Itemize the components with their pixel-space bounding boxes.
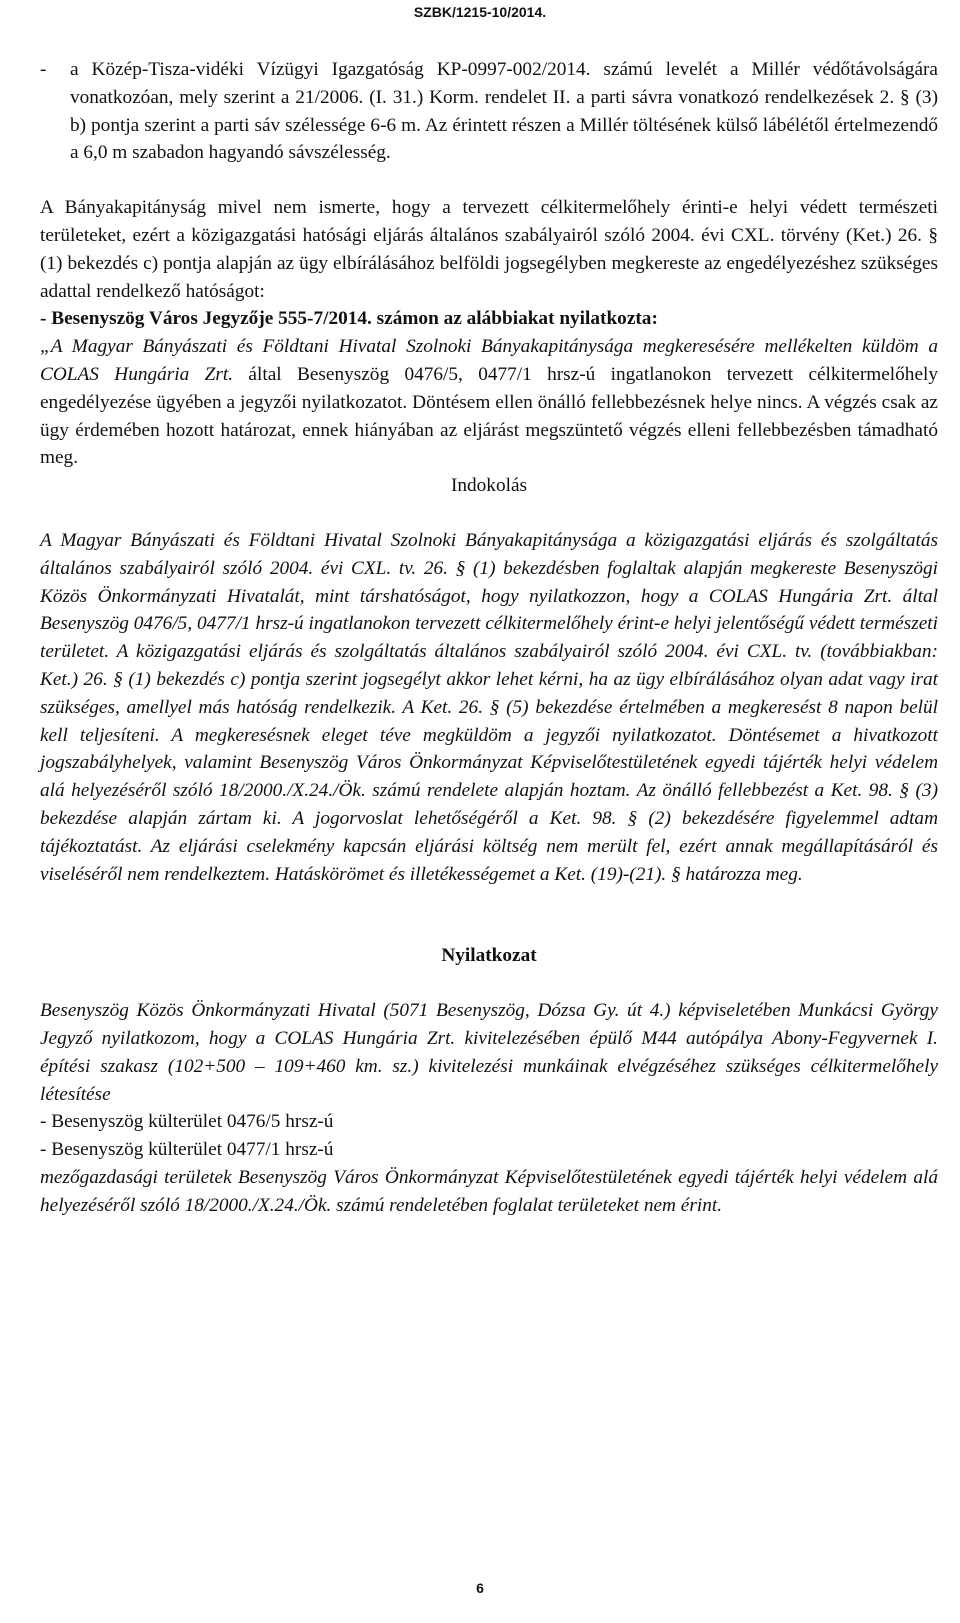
- nyilatkozat-end: mezőgazdasági területek Besenyszög Város Önkormányzat Képviselőtestületének egyedi tájérték helyi védelem alá helyezéséről szóló 18/2000./X.24./Ök. számú rendeletében foglalat területeket nem érint.: [40, 1166, 938, 1216]
- nyilatkozat-line-1: - Besenyszög külterület 0476/5 hrsz-ú: [40, 1111, 334, 1133]
- section-title-indokolas: Indokolás: [450, 475, 528, 497]
- page-number: 6: [476, 1580, 484, 1596]
- indokolas-text: által Besenyszög 0476/5, 0477/1 hrsz-ú ingatlanokon tervezett célkitermelőhely érint-e helyi jelentőségű védett természeti területet. A közigazgatási eljárás és szolgáltatás általános szabályairól szóló 2004. évi CXL. tv. (továbbiakban: Ket.) 26. § (1) bekezdés c) pontja szerint jogsegélyt akkor lehet kérni, ha az ügy elbírálásához olyan adat vagy irat szükséges, amellyel más hatóság rendelkezik. A Ket. 26. § (5) bekezdése értelmében a megkeresést 8 napon belül kell teljesíteni. A megkeresésnek eleget téve megküldöm a jegyzői nyilatkozatot. Döntésemet a hivatkozott jogszabályhelyek, valamint Besenyszög Város Önkormányzat Képviselőtestületének egyedi tájérték helyi védelem alá helyezéséről szóló 18/2000./X.24./Ök. számú rendelete alapján hoztam. Az önálló fellebbezést a Ket. 98. § (3) bekezdése alapján zártam ki. A jogorvoslat lehetőségéről a Ket. 98. § (2) bekezdésére figyelemmel adtam tájékoztatást. Az eljárási cselekmény kapcsán eljárási költség nem merült fel, ezért annak megállapításáról és viseléséről nem rendelkeztem. Hatáskörömet és illetékességemet a Ket. (19)-(21). § határozza meg.: [40, 585, 938, 885]
- jegyzo-reference: - Besenyszög Város Jegyzője 555-7/2014.: [40, 308, 372, 330]
- bullet-text: a Közép-Tisza-vidéki Vízügyi Igazgatóság KP-0997-002/2014. számú levelét a Millér védőtávolságára vonatkozóan, mely szerint a 21/2006. (I. 31.) Korm. rendelet II. a parti sávra vonatkozó rendelkezések 2. § (3) b) pontja szerint a parti sáv szélessége 6-6 m. Az érintett részen a Millér töltésének külső lábélétől értelmezendő a 6,0 m szabadon hagyandó sávszélesség.: [70, 59, 938, 164]
- section-title-nyilatkozat: Nyilatkozat: [441, 945, 537, 967]
- paragraph-text: A Bányakapitányság mivel nem ismerte, hogy a tervezett célkitermelőhely érinti-e helyi védett természeti területeket, ezért a közigazgatási hatósági eljárás általános szabályairól szóló 2004. évi CXL. törvény (Ket.) 26. § (1) bekezdés c) pontja alapján az ügy elbírálásához belföldi jogsegélyben megkereste az engedélyezéshez szükséges adattal rendelkező hatóságot:: [40, 197, 938, 302]
- statement-intro: számon az alábbiakat nyilatkozta:: [371, 308, 658, 330]
- quoted-statement-cont: által Besenyszög 0476/5, 0477/1 hrsz-ú ingatlanokon tervezett célkitermelőhely engedélyezése ügyében a jegyzői nyilatkozatot. Döntésem ellen önálló fellebbezésnek helye nincs. A végzés csak az ügy érdemében hozott határozat, ennek hiányában az eljárást megszüntető végzés elleni fellebbezésben támadható meg.: [40, 363, 938, 469]
- nyilatkozat-line-2: - Besenyszög külterület 0477/1 hrsz-ú: [40, 1139, 334, 1161]
- paragraph-indokolas: [40, 527, 938, 888]
- bullet-dash: -: [40, 59, 47, 80]
- indokolas-italic: A Magyar Bányászati és Földtani Hivatal Szolnoki Bányakapitánysága a közigazgatási eljárás és szolgáltatás általános szabályairól szóló 2004. évi CXL. tv. 26. § (1) bekezdésben foglaltak alapján megkereste Besenyszögi Közös Önkormányzati Hivatalát, mint társhatóságot, hogy nyilatkozzon, hogy a COLAS Hungária Zrt.: [40, 529, 938, 607]
- nyilatkozat-intro: Besenyszög Közös Önkormányzati Hivatal (5071 Besenyszög, Dózsa Gy. út 4.) képviseletében Munkácsi György Jegyző nyilatkozom, hogy a COLAS Hungária Zrt. kivitelezésében épülő M44 autópálya Abony-Fegyvernek I. építési szakasz (102+500 – 109+460 km. sz.) kivitelezési munkáinak elvégzéséhez szükséges célkitermelőhely létesítése: [40, 1000, 938, 1105]
- bullet-item: [40, 56, 938, 167]
- quoted-statement: „A Magyar Bányászati és Földtani Hivatal Szolnoki Bányakapitánysága megkeresésére mellékelten küldöm a COLAS Hungária Zrt.: [40, 336, 938, 385]
- paragraph-bányakapitányság: [40, 194, 938, 472]
- document-header: SZBK/1215-10/2014.: [413, 4, 547, 20]
- document-body: [40, 56, 938, 1219]
